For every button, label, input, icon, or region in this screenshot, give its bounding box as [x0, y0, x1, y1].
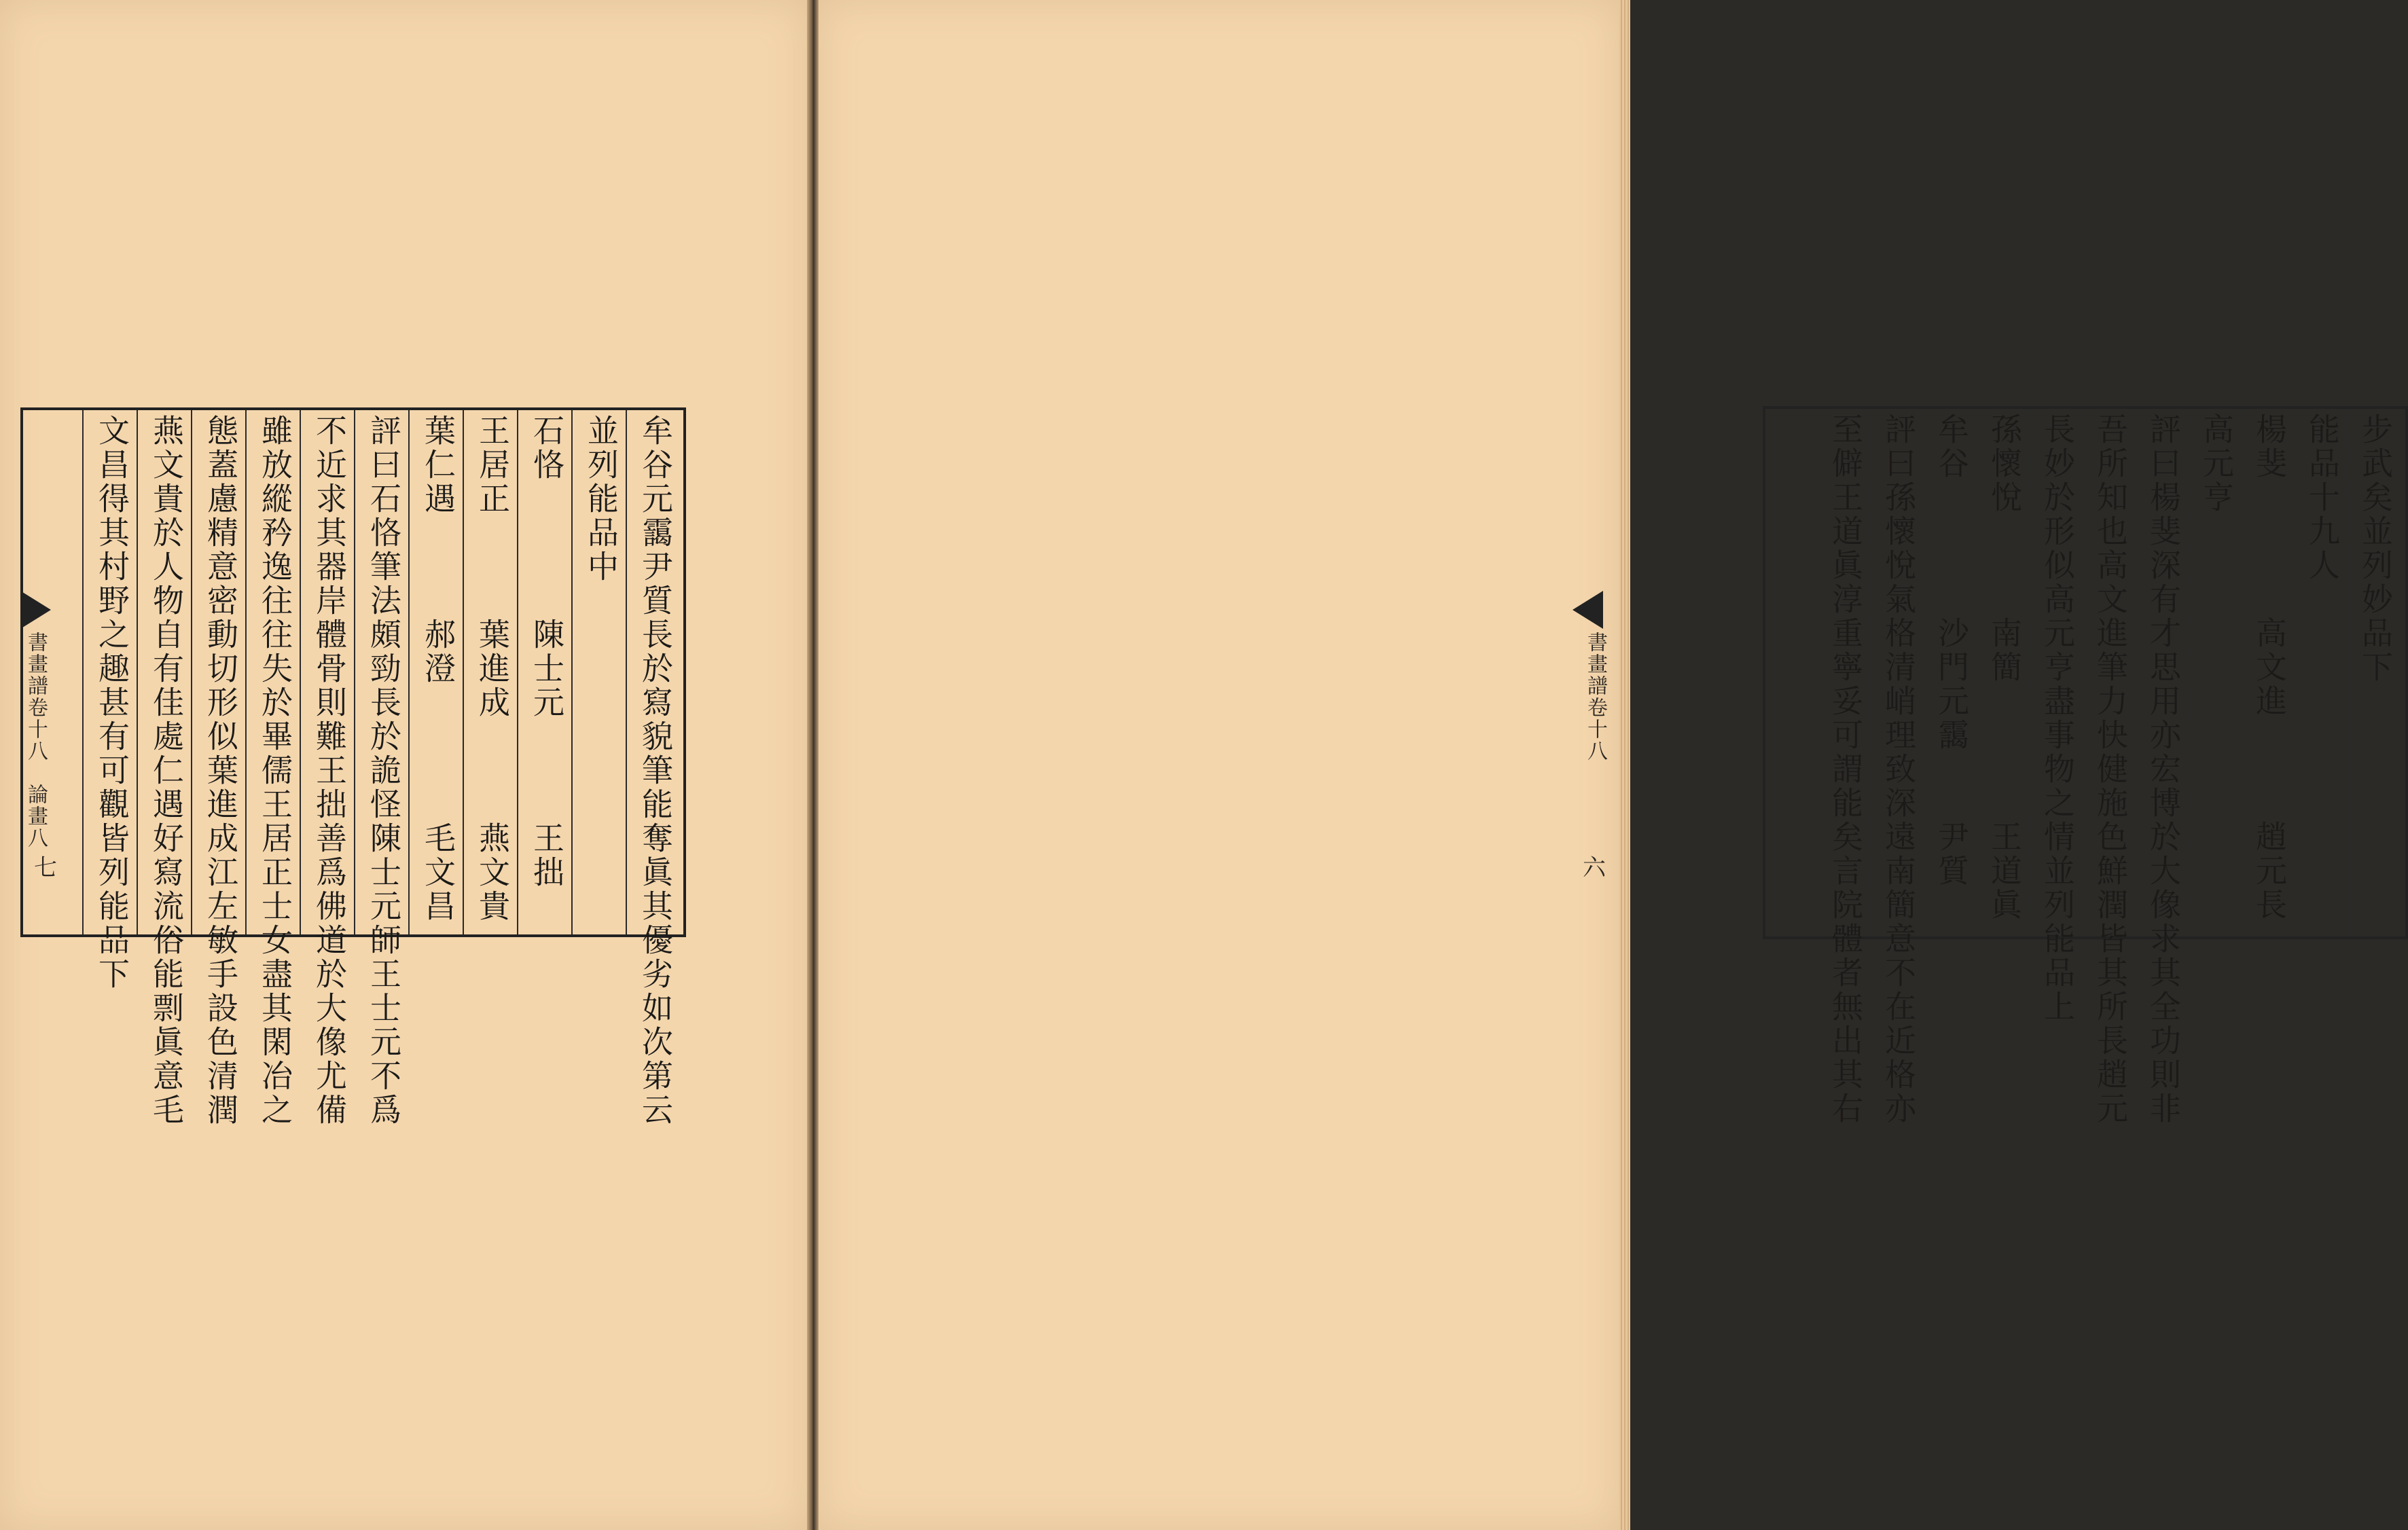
column-rule	[245, 410, 247, 934]
text-column: 長妙於形似高元亨盡事物之情並列能品上	[2039, 413, 2076, 1024]
text-column: 步武矣並列妙品下	[2357, 413, 2394, 685]
column-rule	[354, 410, 355, 934]
right-page	[819, 0, 2394, 1530]
column-rule	[408, 410, 410, 934]
column-rule	[82, 410, 84, 934]
text-column: 孫懷悅 南簡 王道眞	[1986, 413, 2023, 922]
text-column: 不近求其器岸體骨則難王拙善爲佛道於大像尤備	[311, 414, 348, 1127]
text-column: 評曰楊斐深有才思用亦宏博於大像求其全功則非	[2145, 413, 2182, 1126]
left-text-frame	[20, 407, 686, 1127]
text-column: 吾所知也高文進筆力快健施色鮮潤皆其所長趙元	[2092, 413, 2129, 1126]
book-gutter	[807, 0, 819, 1530]
text-column: 雖放縱矜逸往往失於畢儒王居正士女盡其閑冶之	[257, 414, 293, 1127]
column-rule	[626, 410, 627, 934]
text-column: 文昌得其村野之趣甚有可觀皆列能品下	[94, 414, 130, 991]
fishtail-mark	[20, 591, 51, 629]
text-column: 並列能品中	[583, 414, 619, 584]
text-column: 態蓋慮精意密動切形似葉進成江左敏手設色清潤	[202, 414, 239, 1127]
column-rule	[517, 410, 518, 934]
column-rule	[571, 410, 573, 934]
text-column: 燕文貴於人物自有佳處仁遇好寫流俗能剽眞意毛	[148, 414, 185, 1127]
fishtail-mark	[1573, 591, 1603, 629]
text-column: 評曰孫懷悅氣格清峭理致深遠南簡意不在近格亦	[1880, 413, 1917, 1126]
text-column: 葉仁遇 郝澄 毛文昌	[420, 414, 456, 924]
right-page-edge	[1619, 0, 1630, 1530]
text-column: 楊斐 高文進 趙元長	[2251, 413, 2288, 922]
column-rule	[137, 410, 138, 934]
column-rule	[300, 410, 301, 934]
text-column: 牟谷元靄尹質長於寫貌筆能奪眞其優劣如次第云	[637, 414, 674, 1127]
margin-title: 書畫譜卷十八 論畫八	[24, 632, 48, 849]
column-rule	[191, 410, 192, 934]
text-column: 牟谷 沙門元靄 尹質	[1933, 413, 1970, 888]
text-column: 至僻王道眞淳重寧妥可謂能矣言院體者無出其右	[1827, 413, 1864, 1126]
page-number: 七	[34, 854, 57, 881]
margin-title: 書畫譜卷十八	[1583, 632, 1607, 762]
text-column: 能品十九人	[2304, 413, 2341, 583]
left-page	[0, 0, 807, 1530]
column-rule	[463, 410, 464, 934]
text-column: 王居正 葉進成 燕文貴	[474, 414, 511, 924]
page-number: 六	[1583, 854, 1606, 881]
text-column: 石恪 陳士元 王拙	[528, 414, 565, 890]
text-column: 評曰石恪筆法頗勁長於詭怪陳士元師王士元不爲	[365, 414, 402, 1127]
column-rule	[1816, 409, 1818, 936]
right-text-frame	[1763, 406, 2408, 1126]
text-column: 高元亨	[2198, 413, 2235, 515]
